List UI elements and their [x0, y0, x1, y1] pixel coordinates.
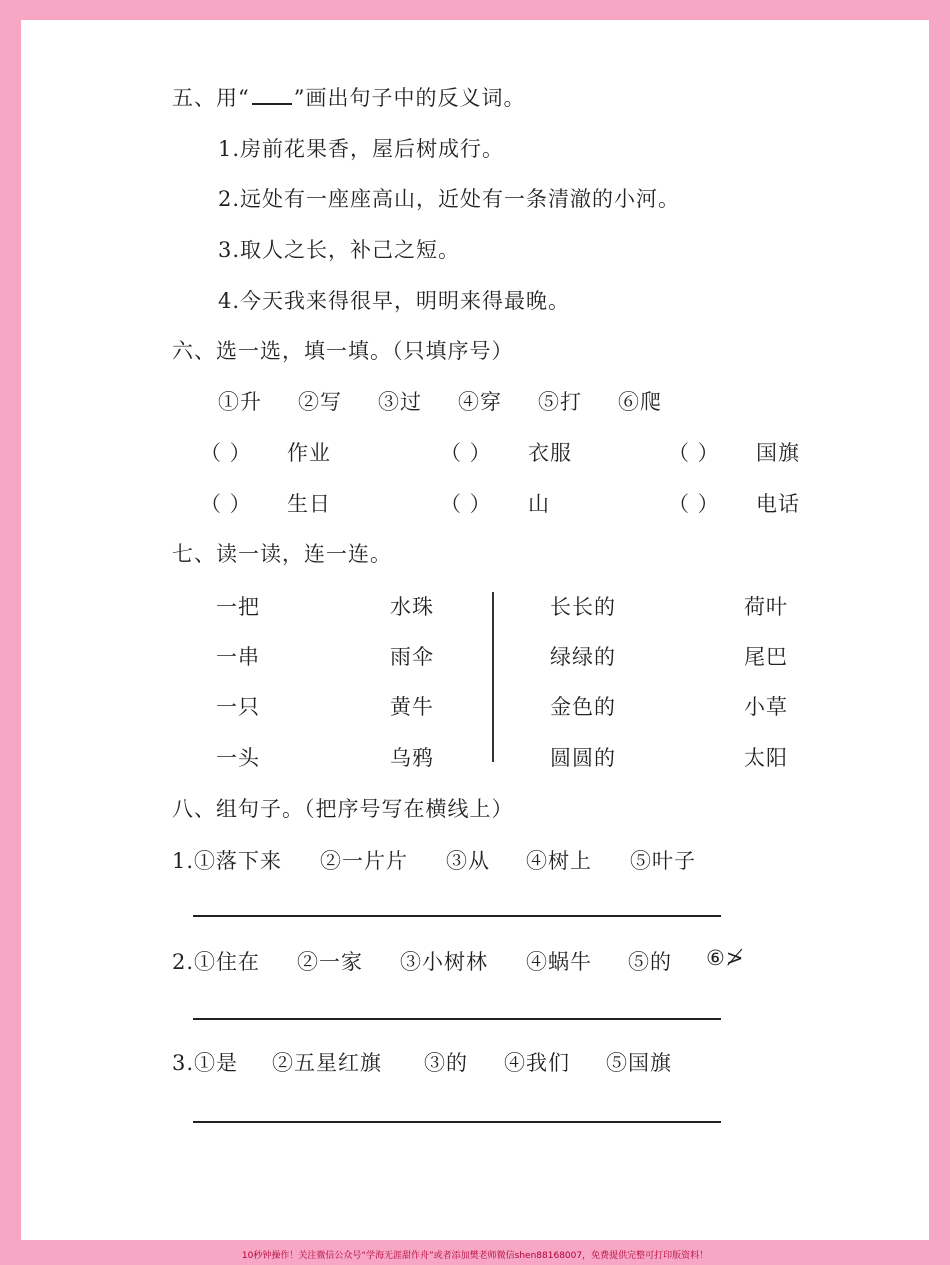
q1-part-4: ④树上 [526, 849, 592, 873]
match-left-b-2[interactable]: 雨伞 [390, 645, 434, 669]
fill-blank-5[interactable]: （ ） [440, 492, 492, 516]
q3-part-3: ③的 [424, 1051, 468, 1075]
section-5-title-suffix: ”画出句子中的反义词。 [293, 86, 526, 110]
fill-word-6: 电话 [756, 492, 800, 516]
underline-symbol [252, 89, 292, 105]
fill-blank-1[interactable]: （ ） [200, 441, 252, 465]
match-right-b-4[interactable]: 太阳 [744, 746, 788, 770]
footer-promo-text: 10秒钟操作！关注微信公众号“学海无涯甜作舟”或者添加樊老师微信shen88168007，免费提供完整可打印版资料！ [241, 1251, 709, 1261]
answer-line-1[interactable] [193, 915, 721, 917]
q2-part-4: ④蜗牛 [526, 950, 592, 974]
q3-part-2: ②五星红旗 [272, 1051, 382, 1075]
section-5-item-3: 3.取人之长，补己之短。 [218, 238, 461, 262]
fill-blank-3[interactable]: （ ） [668, 441, 720, 465]
q2-part-1: 2.①住在 [172, 950, 261, 974]
fill-word-2: 衣服 [528, 441, 572, 465]
match-left-b-4[interactable]: 乌鸦 [390, 746, 434, 770]
match-left-a-1[interactable]: 一把 [216, 595, 260, 619]
match-left-a-2[interactable]: 一串 [216, 645, 260, 669]
option-4: ④穿 [458, 390, 502, 414]
fill-word-3: 国旗 [756, 441, 800, 465]
option-2: ②写 [298, 390, 342, 414]
section-5-item-1: 1.房前花果香，屋后树成行。 [218, 137, 505, 161]
answer-line-3[interactable] [193, 1121, 721, 1123]
match-right-a-1[interactable]: 长长的 [550, 595, 616, 619]
q1-part-5: ⑤叶子 [630, 849, 696, 873]
section-7-title: 七、读一读，连一连。 [172, 542, 392, 566]
fill-word-4: 生日 [287, 492, 331, 516]
match-left-a-3[interactable]: 一只 [216, 695, 260, 719]
q1-part-1: 1.①落下来 [172, 849, 283, 873]
q3-part-5: ⑤国旗 [606, 1051, 672, 1075]
q2-part-2: ②一家 [297, 950, 363, 974]
fill-blank-6[interactable]: （ ） [668, 492, 720, 516]
section-5-item-4: 4.今天我来得很早，明明来得最晚。 [218, 289, 571, 313]
match-right-a-3[interactable]: 金色的 [550, 695, 616, 719]
q1-part-2: ②一片片 [320, 849, 408, 873]
q2-part-6: ⑥≯ [706, 946, 745, 970]
fill-blank-4[interactable]: （ ） [200, 492, 252, 516]
match-left-b-1[interactable]: 水珠 [390, 595, 434, 619]
fill-word-1: 作业 [287, 441, 331, 465]
section-5-title [172, 82, 526, 112]
section-5-item-2: 2.远处有一座座高山，近处有一条清澈的小河。 [218, 187, 681, 211]
option-1: ①升 [218, 390, 262, 414]
fill-blank-2[interactable]: （ ） [440, 441, 492, 465]
answer-line-2[interactable] [193, 1018, 721, 1020]
match-right-b-1[interactable]: 荷叶 [744, 595, 788, 619]
option-3: ③过 [378, 390, 422, 414]
q3-part-1: 3.①是 [172, 1051, 239, 1075]
match-right-b-3[interactable]: 小草 [744, 695, 788, 719]
section-8-title: 八、组句子。（把序号写在横线上） [172, 797, 514, 821]
fill-word-5: 山 [528, 492, 550, 516]
q1-part-3: ③从 [446, 849, 490, 873]
option-5: ⑤打 [538, 390, 582, 414]
section-6-title: 六、选一选，填一填。（只填序号） [172, 339, 514, 363]
q2-part-5: ⑤的 [628, 950, 672, 974]
match-right-b-2[interactable]: 尾巴 [744, 645, 788, 669]
match-left-a-4[interactable]: 一头 [216, 746, 260, 770]
match-right-a-4[interactable]: 圆圆的 [550, 746, 616, 770]
q3-part-4: ④我们 [504, 1051, 570, 1075]
q2-part-3: ③小树林 [400, 950, 488, 974]
match-right-a-2[interactable]: 绿绿的 [550, 645, 616, 669]
option-6: ⑥爬 [618, 390, 662, 414]
section-5-title-prefix: 五、用“ [172, 86, 250, 110]
column-divider [492, 592, 494, 762]
match-left-b-3[interactable]: 黄牛 [390, 695, 434, 719]
